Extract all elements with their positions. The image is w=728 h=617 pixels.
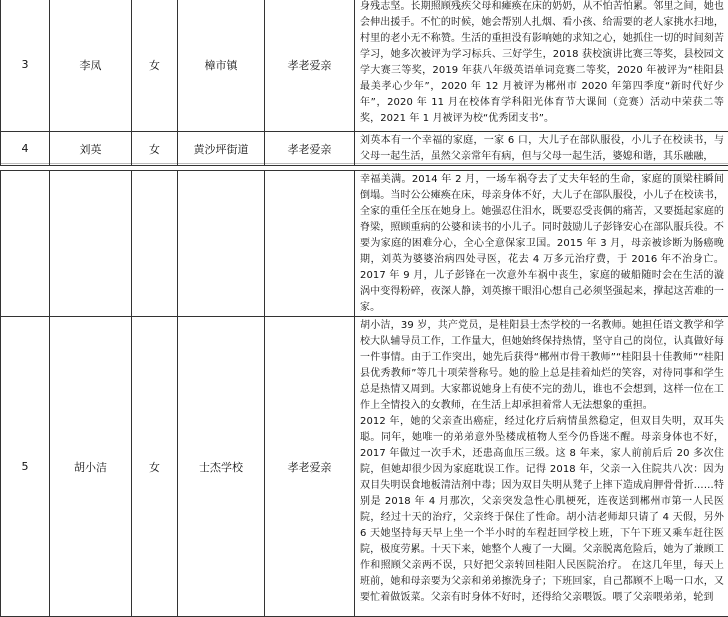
table-row: [1, 171, 728, 317]
table-row: [1, 317, 728, 617]
award-table-page2: [0, 170, 728, 617]
location: 士杰学校: [178, 317, 265, 617]
category: 孝老爱亲: [265, 317, 355, 617]
deed-description: 幸福美满。2014 年 2 月，一场车祸夺去了丈夫年轻的生命，家庭的顶梁柱瞬间倒塌。当时公公瘫痪在床，母亲身体不好，大儿子在部队服役，小儿子在校读书，全家的重任全压在她身上。她强忍住泪水，既要忍受丧偶的痛苦，又要挺起家庭的脊梁，照顾重病的公婆和读书的小儿子。同时鼓励儿子彭锋安心在部队服兵役。不要为家庭的困难分心，全心全意保家卫国。2015 年 3 月，母亲被诊断为肠癌晚期，刘英为婆婆治病四处寻医，花去 4 万多元治疗费，于 2016 年不治身亡。2017 年 9 月，儿子彭锋在一次意外车祸中丧生，家庭的破船随时会在生活的漩涡中变得粉碎，夜深人静，刘英擦干眼泪心想自己必须坚强起来，撑起这苦难的一家。: [355, 171, 728, 317]
category: 孝老爱亲: [265, 132, 355, 166]
person-name: [50, 171, 132, 317]
location: 黄沙坪街道: [178, 132, 265, 166]
row-index: [1, 171, 50, 317]
location: 樟市镇: [178, 0, 265, 132]
category: 孝老爱亲: [265, 0, 355, 132]
table-row: [1, 0, 728, 132]
deed-description: 胡小洁，39 岁，共产党员，是桂阳县士杰学校的一名教师。她担任语文教学和学校大队辅导员工作，工作量大，但她始终保持热情，坚守自己的岗位，认真做好每一件事情。由于工作突出，她先后获得“郴州市骨干教师”“桂阳县十佳教师”“桂阳县优秀教师”等几十项荣誉称号。她的脸上总是挂着灿烂的笑容，对待同事和学生总是热情又周到。大家都说她身上有使不完的劲儿，谁也不会想到，这样一位在工作上全情投入的女教师，在生活上却承担着常人无法想象的重担。 2012 年，她的父亲查出癌症，经过化疗后病情虽然稳定，但双目失明，双耳失聪。同年，她唯一的弟弟意外坠楼成植物人至今仍昏迷不醒。母亲身体也不好，2017 年做过一次手术，还患高血压三级。这 8 年来，家人前前后后 20 多次住院，但她却很少因为家庭耽误工作。记得 2018 年，父亲一入住院共八次：因为双目失明误食地板清洁剂中毒；因为双目失明从凳子上摔下造成肩胛骨骨折……特别是 2018 年 4 月那次，父亲突发急性心肌梗死，连夜送到郴州市第一人民医院，经过十天的治疗，父亲终于保住了性命。胡小洁老师却只请了 4 天假，另外 6 天她坚持每天早上坐一个半小时的车程赶回学校上班，下午下班又乘车赶往医院，极度劳累。十天下来，她整个人瘦了一大圈。父亲脱离危险后，她为了兼顾工作和照顾父亲两不误，只好把父亲转回桂阳人民医院治疗。 在这几年里，每天上班前，她和母亲要为父亲和弟弟擦洗身子；下班回家，自己都顾不上喝一口水，又要忙着做饭菜。父亲有时身体不好时，还得给父亲喂饭。喂了父亲喂弟弟，轮到: [355, 317, 728, 617]
person-name: 胡小洁: [50, 317, 132, 617]
deed-description: 身残志坚。长期照顾残疾父母和瘫痪在床的奶奶，从不怕苦怕累。邻里之间，她也会伸出援手。不忙的时候，她会帮别人扎烟、看小孩、给需要的老人家挑水扫地，村里的老小无不称赞。生活的重担没有影响她的求知之心，她抓住一切的时间刻苦学习，她多次被评为学习标兵、三好学生，2018 获校演讲比赛三等奖，县校园文学大赛三等奖，2019 年获八年级英语单词竞赛二等奖，2020 年被评为“桂阳县最美孝心少年”，2020 年 12 月被评为郴州市 2020 年第四季度“新时代好少年”，2020 年 11 月在校体育学科阳光体育节大课间（竞赛）活动中荣获二等奖，2021 年 1 月被评为校“优秀团支书”。: [355, 0, 728, 132]
gender: 女: [132, 132, 178, 166]
row-index: 3: [1, 0, 50, 132]
person-name: 李凤: [50, 0, 132, 132]
row-index: 4: [1, 132, 50, 166]
person-name: 刘英: [50, 132, 132, 166]
table-row: [1, 132, 728, 166]
location: [178, 171, 265, 317]
category: [265, 171, 355, 317]
row-index: 5: [1, 317, 50, 617]
gender: 女: [132, 317, 178, 617]
award-table-page1: [0, 0, 728, 166]
deed-description: 刘英本有一个幸福的家庭，一家 6 口，大儿子在部队服役，小儿子在校读书，与父母一起生活，虽然父亲常年有病，但与父母一起生活，婆媳和谐，其乐融融，: [355, 132, 728, 166]
gender: 女: [132, 0, 178, 132]
gender: [132, 171, 178, 317]
